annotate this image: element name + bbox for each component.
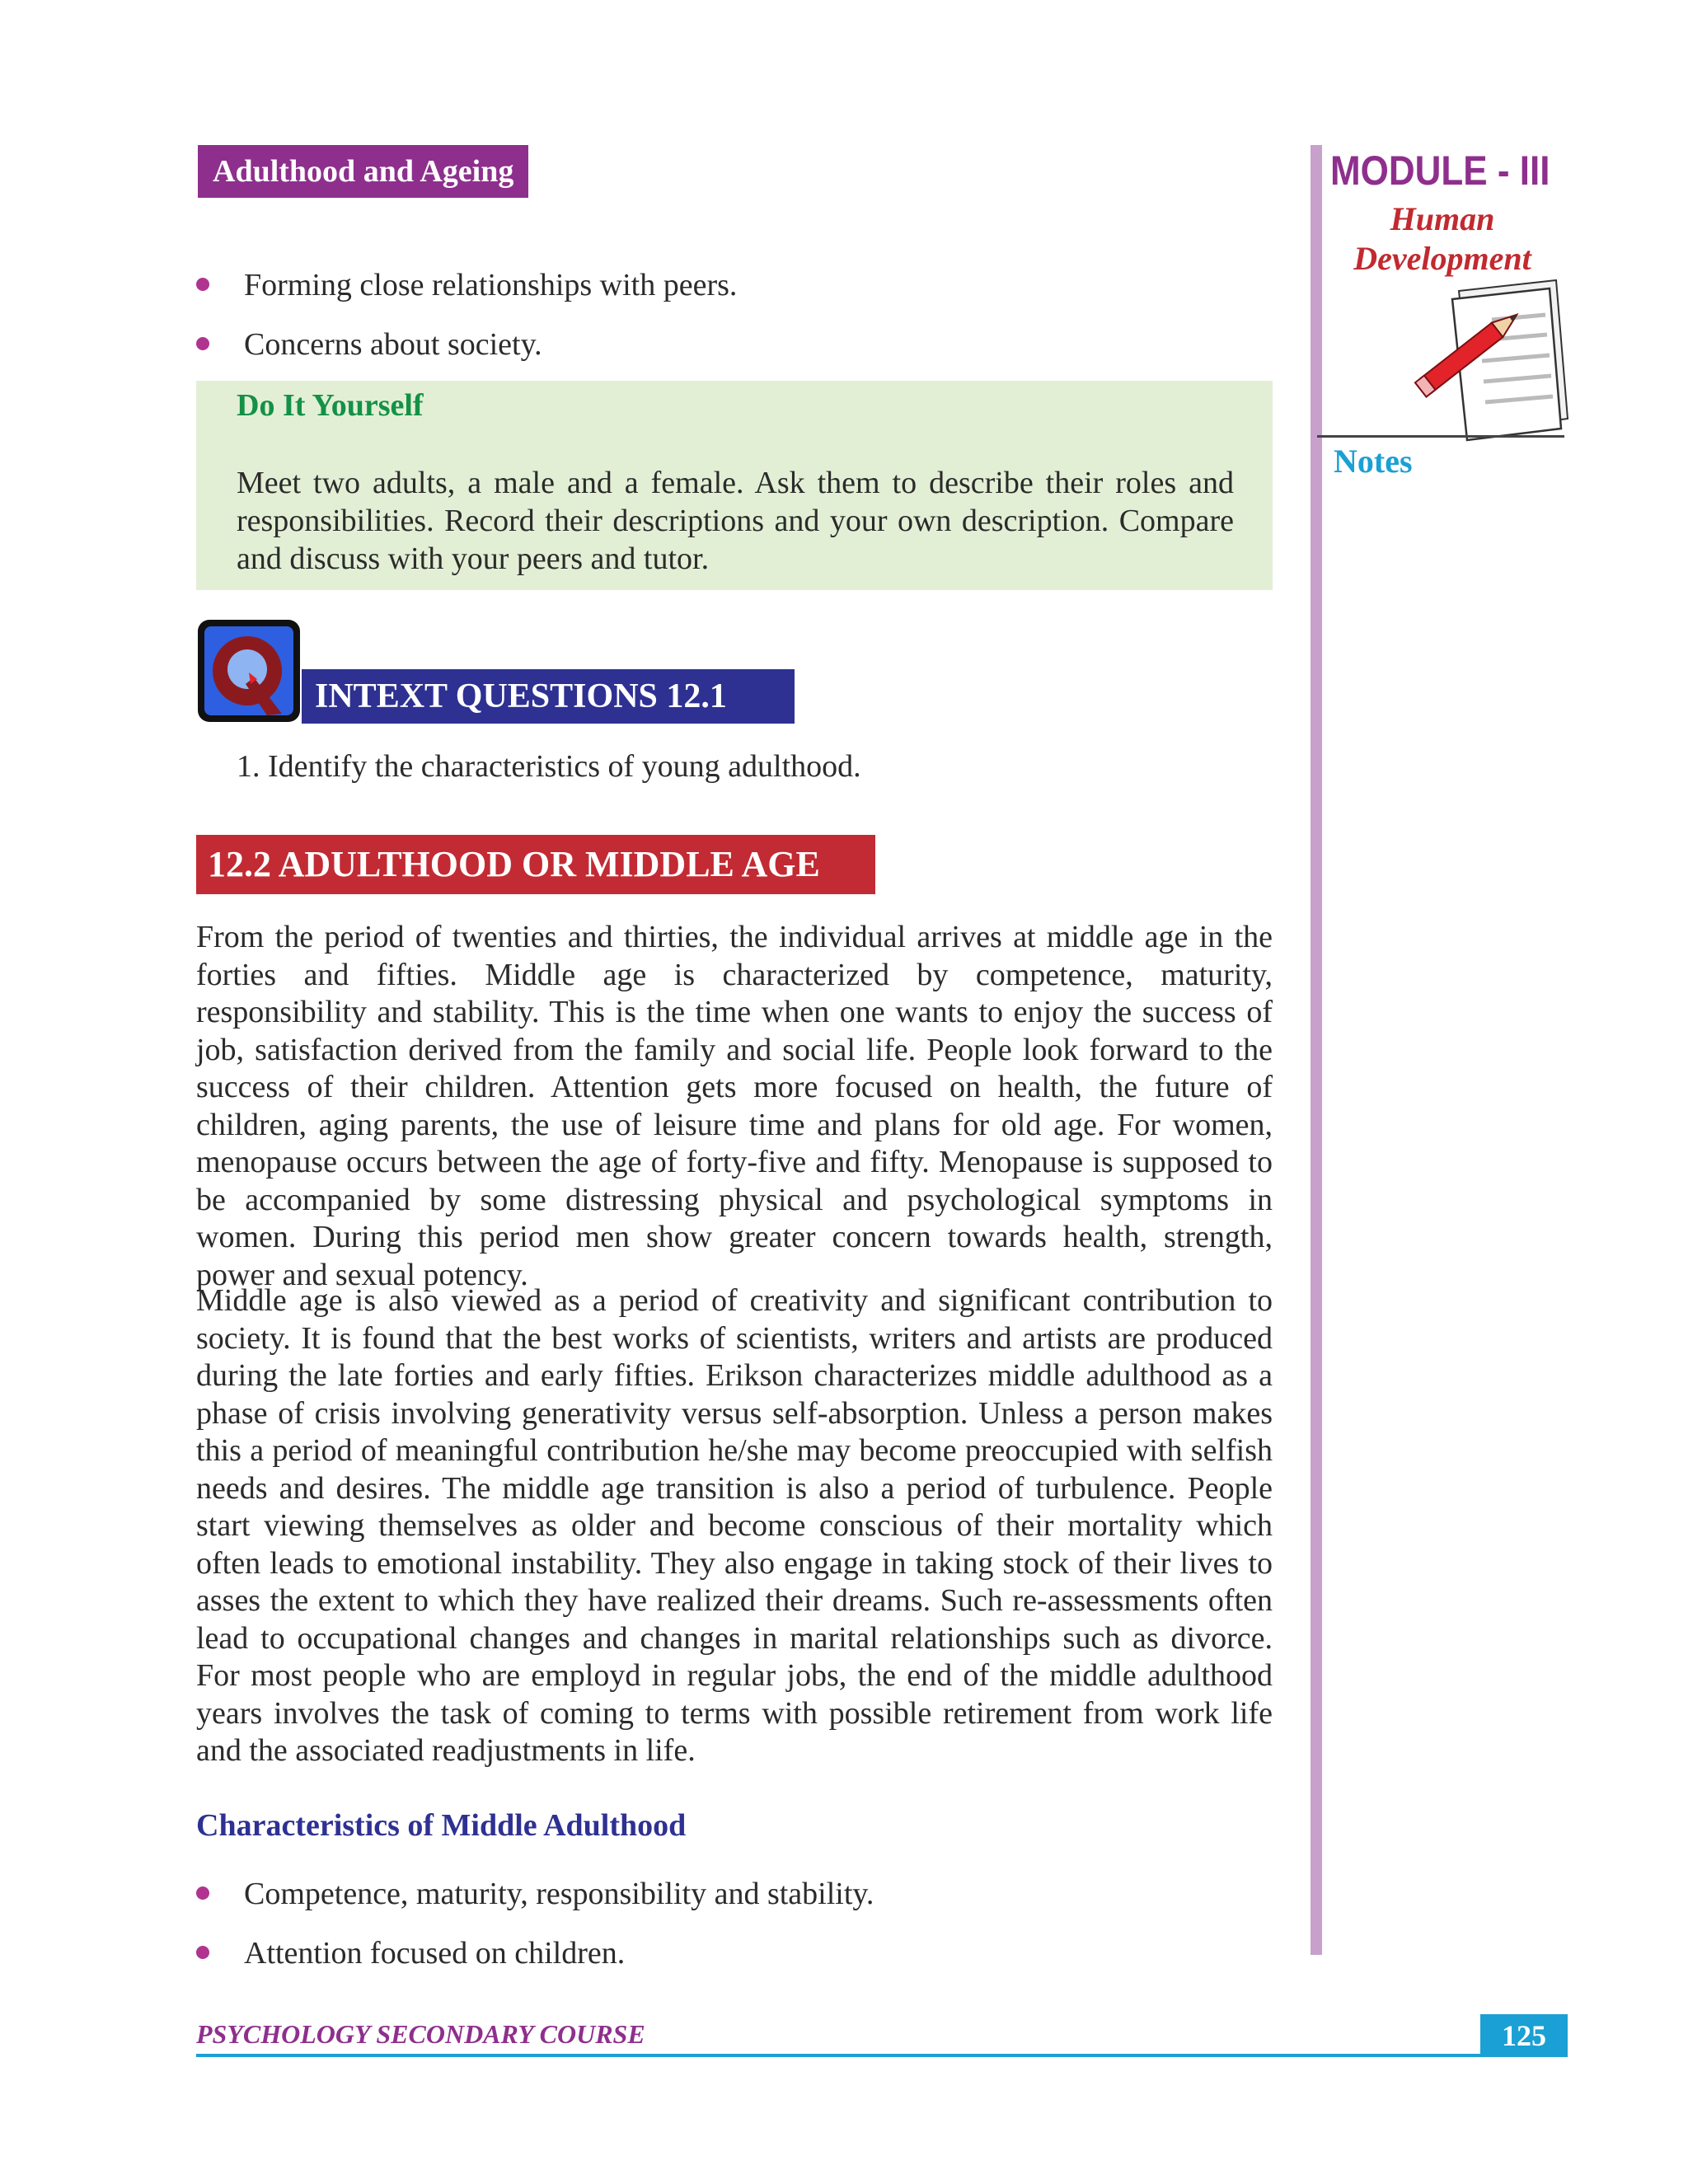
notes-label: Notes <box>1334 443 1413 480</box>
list-item-text: Attention focused on children. <box>244 1936 626 1971</box>
do-it-yourself-text: Meet two adults, a male and a female. Ask them to describe their roles and responsibilities. Record their descriptions and your own description. Compare and discuss with your peers and tutor. <box>237 466 1234 576</box>
footer-rule <box>196 2054 1480 2057</box>
intext-questions-title: INTEXT QUESTIONS 12.1 <box>302 669 795 724</box>
module-subtitle-line1: Human <box>1390 200 1495 237</box>
bullet-icon <box>196 1886 209 1900</box>
module-subtitle <box>1343 199 1541 279</box>
bullet-list-top <box>196 255 737 374</box>
side-rule <box>1311 145 1322 1955</box>
q-logo-icon <box>196 618 302 724</box>
page-number: 125 <box>1480 2014 1568 2057</box>
bullet-icon <box>196 1946 209 1959</box>
module-title: MODULE - III <box>1330 148 1550 194</box>
footer-course-title: PSYCHOLOGY SECONDARY COURSE <box>196 2019 645 2049</box>
module-subtitle-line2: Development <box>1353 240 1531 277</box>
list-item <box>196 315 737 374</box>
list-item-text: Competence, maturity, responsibility and stability. <box>244 1877 874 1911</box>
list-item-text: Forming close relationships with peers. <box>244 268 738 302</box>
section-title: 12.2 ADULTHOOD OR MIDDLE AGE <box>196 835 875 894</box>
paragraph-2: Middle age is also viewed as a period of creativity and significant contribution to society. It is found that the best works of scientists, writers and artists are produced during the late forties and early fifties. Erikson characterizes middle adulthood as a phase of crisis involving generativity versus self-absorption. Unless a person makes this a period of meaningful contribution he/she may become preoccupied with selfish needs and desires. The middle age transition is also a period of turbulence. People start viewing themselves as older and become conscious of their mortality which often leads to emotional instability. They also engage in taking stock of their lives to asses the extent to which they have realized their dreams. Such re-assessments often lead to occupational changes and changes in marital relationships such as divorce. For most people who are employd in regular jobs, the end of the middle adulthood years involves the task of coming to terms with possible retirement from work life and the associated readjustments in life. <box>196 1283 1273 1768</box>
bullet-icon <box>196 278 209 291</box>
chapter-tag: Adulthood and Ageing <box>198 145 528 198</box>
bullet-icon <box>196 337 209 350</box>
list-item <box>196 255 737 315</box>
notes-pencil-icon <box>1409 279 1574 456</box>
list-item <box>196 1864 874 1924</box>
notes-divider <box>1317 435 1564 438</box>
paragraph-1: From the period of twenties and thirties, the individual arrives at middle age in the forties and fifties. Middle age is characterized by competence, maturity, responsibility and stability. This is the time when one wants to enjoy the success of job, satisfaction derived from the family and social life. People look forward to the success of their children. Attention gets more focused on health, the future of children, aging parents, the use of leisure time and plans for old age. For women, menopause occurs between the age of forty-five and fifty. Menopause is supposed to be accompanied by some distressing physical and psychological symptoms in women. During this period men show greater concern towards health, strength, power and sexual potency. <box>196 920 1273 1292</box>
list-item <box>196 1924 874 1983</box>
characteristics-heading: Characteristics of Middle Adulthood <box>196 1808 687 1843</box>
intext-question-1: 1. Identify the characteristics of young adulthood. <box>237 749 861 784</box>
do-it-yourself-title: Do It Yourself <box>237 388 424 423</box>
list-item-text: Concerns about society. <box>244 327 542 362</box>
bullet-list-characteristics <box>196 1864 874 1983</box>
